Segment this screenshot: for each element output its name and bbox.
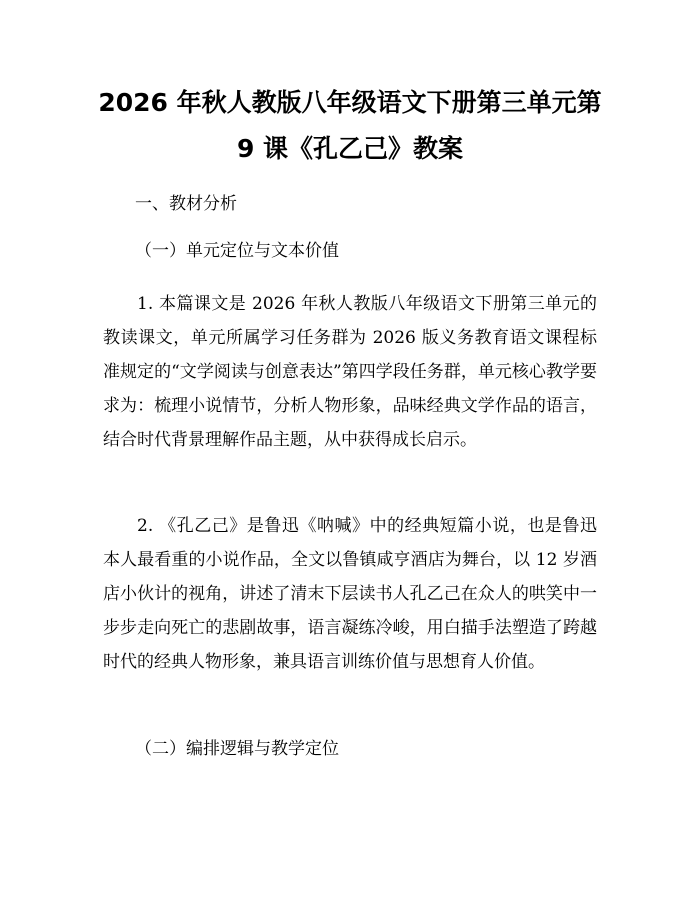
paragraph-1: 1. 本篇课文是 2026 年秋人教版八年级语文下册第三单元的教读课文，单元所属学习任务群为 2026 版义务教育语文课程标准规定的“文学阅读与创意表达”第四学段任务群，单元核心教学要求为：梳理小说情节，分析人物形象，品味经典文学作品的语言，结合时代背景理解作品主题，从中获得成长启示。 (103, 294, 597, 450)
document-title-line-1: 2026 年秋人教版八年级语文下册第三单元第 (98, 88, 602, 117)
section-heading-textbook-analysis: 一、教材分析 (135, 194, 237, 214)
document-title-line-2: 9 课《孔乙己》教案 (236, 134, 464, 163)
subsection-heading-unit-positioning: （一）单元定位与文本价值 (135, 241, 339, 261)
subsection-heading-arrangement-logic: （二）编排逻辑与教学定位 (135, 739, 339, 759)
paragraph-2: 2. 《孔乙己》是鲁迅《呐喊》中的经典短篇小说，也是鲁迅本人最看重的小说作品，全文以鲁镇咸亨酒店为舞台，以 12 岁酒店小伙计的视角，讲述了清末下层读书人孔乙己在众人的哄笑中一步步走向死亡的悲剧故事，语言凝练冷峻，用白描手法塑造了跨越时代的经典人物形象，兼具语言训练价值与思想育人价值。 (103, 516, 597, 672)
